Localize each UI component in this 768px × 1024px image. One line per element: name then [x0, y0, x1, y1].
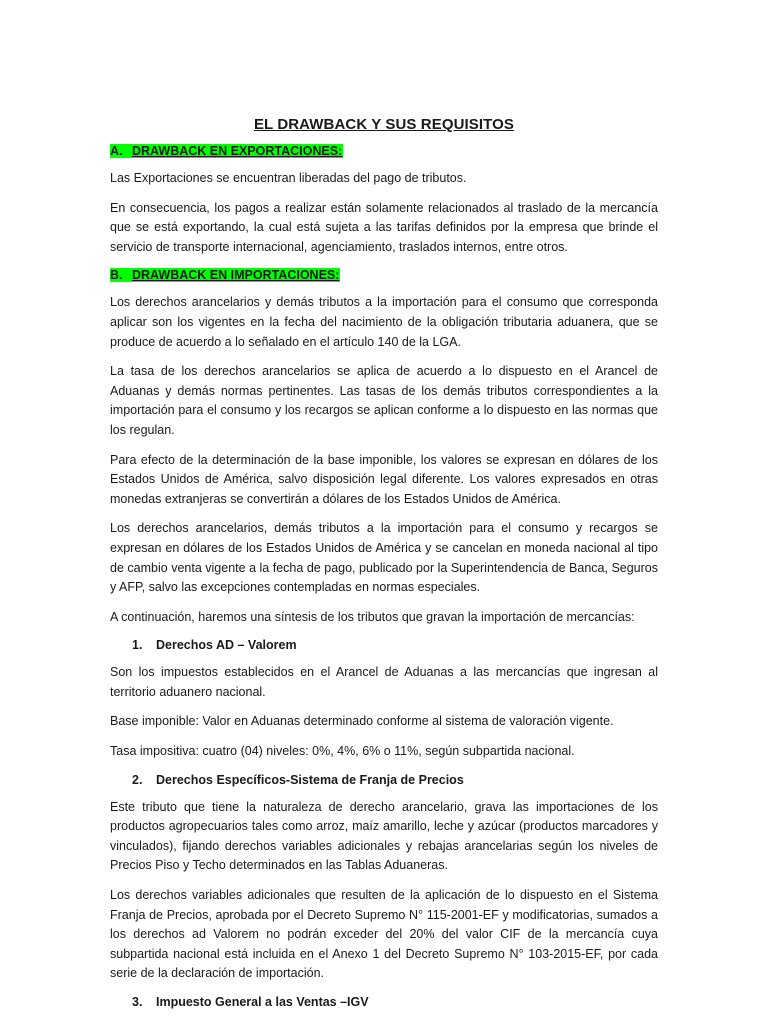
section-a-paragraph: Las Exportaciones se encuentran liberadas del pago de tributos. — [110, 171, 467, 185]
section-b-title: DRAWBACK EN IMPORTACIONES: — [132, 268, 340, 283]
document-title: EL DRAWBACK Y SUS REQUISITOS — [253, 116, 515, 133]
item-1-title: Derechos AD – Valorem — [156, 638, 297, 653]
section-b-letter: B. — [110, 268, 123, 283]
document-page — [110, 116, 658, 1020]
section-b-paragraph: La tasa de los derechos arancelarios se aplica de acuerdo a lo dispuesto en el Arancel de Aduanas y demás normas pertinentes. Las tasas de los demás tributos correspondientes a la importación para el consumo y los recargos se aplican conforme a lo dispuesto en las normas que los regulan. — [110, 364, 658, 437]
section-a-paragraph: En consecuencia, los pagos a realizar están solamente relacionados al traslado de la mercancía que se está exportando, la cual está sujeta a las tarifas definidos por la empresa que brinde el servicio de transporte internacional, agenciamiento, traslados internos, entre otros. — [110, 200, 658, 254]
section-b-heading — [110, 267, 658, 283]
item-2-paragraph: Los derechos variables adicionales que resulten de la aplicación de lo dispuesto en el Sistema Franja de Precios, aprobada por el Decreto Supremo N° 115-2001-EF y modificatorias, sumados a los derechos ad Valorem no podrán exceder del 20% del valor CIF de la mercancía cuya subpartida nacional está incluida en el Anexo 1 del Decreto Supremo N° 103-2015-EF, por cada serie de la declaración de importación. — [110, 888, 658, 981]
item-1-paragraph: Tasa impositiva: cuatro (04) niveles: 0%, 4%, 6% o 11%, según subpartida nacional. — [110, 744, 575, 759]
item-3-title: Impuesto General a las Ventas –IGV — [156, 995, 369, 1009]
section-a-letter: A. — [110, 144, 123, 158]
item-1-heading — [132, 637, 658, 653]
section-b-paragraph: Para efecto de la determinación de la base imponible, los valores se expresan en dólares de los Estados Unidos de América, salvo disposición legal diferente. Los valores expresados en otras monedas extranjeras se convertirán a dólares de los Estados Unidos de América. — [110, 452, 658, 506]
item-1-paragraph: Son los impuestos establecidos en el Arancel de Aduanas a las mercancías que ingresan al territorio aduanero nacional. — [110, 665, 658, 699]
item-3-number: 3. — [132, 995, 143, 1009]
item-2-paragraph: Este tributo que tiene la naturaleza de derecho arancelario, grava las importaciones de los productos agropecuarios tales como arroz, maíz amarillo, leche y azúcar (productos marcadores y vinculados), fijando derechos variables adicionales y rebajas arancelarias según los niveles de Precios Piso y Techo determinados en las Tablas Aduaneras. — [110, 799, 658, 873]
item-2-heading — [132, 772, 658, 788]
section-b-paragraph: Los derechos arancelarios y demás tributos a la importación para el consumo que corresponda aplicar son los vigentes en la fecha del nacimiento de la obligación tributaria aduanera, que se produce de acuerdo a lo señalado en el artículo 140 de la LGA. — [110, 295, 658, 349]
item-2-title: Derechos Específicos-Sistema de Franja de Precios — [156, 772, 464, 787]
item-1-paragraph: Base imponible: Valor en Aduanas determinado conforme al sistema de valoración vigente. — [110, 714, 614, 729]
section-a-highlight — [110, 144, 343, 158]
item-2-number: 2. — [132, 772, 143, 787]
section-b-highlight — [110, 268, 340, 282]
item-3-heading — [132, 994, 658, 1010]
item-1-number: 1. — [132, 638, 143, 653]
section-b-paragraph: A continuación, haremos una síntesis de los tributos que gravan la importación de mercancías: — [110, 609, 635, 624]
section-a-heading — [110, 143, 658, 159]
section-a-title: DRAWBACK EN EXPORTACIONES: — [132, 144, 343, 158]
section-b-paragraph: Los derechos arancelarios, demás tributos a la importación para el consumo y recargos se expresan en dólares de los Estados Unidos de América y se cancelan en moneda nacional al tipo de cambio venta vigente a la fecha de pago, publicado por la Superintendencia de Banca, Seguros y AFP, salvo las excepciones contempladas en normas especiales. — [110, 521, 658, 595]
